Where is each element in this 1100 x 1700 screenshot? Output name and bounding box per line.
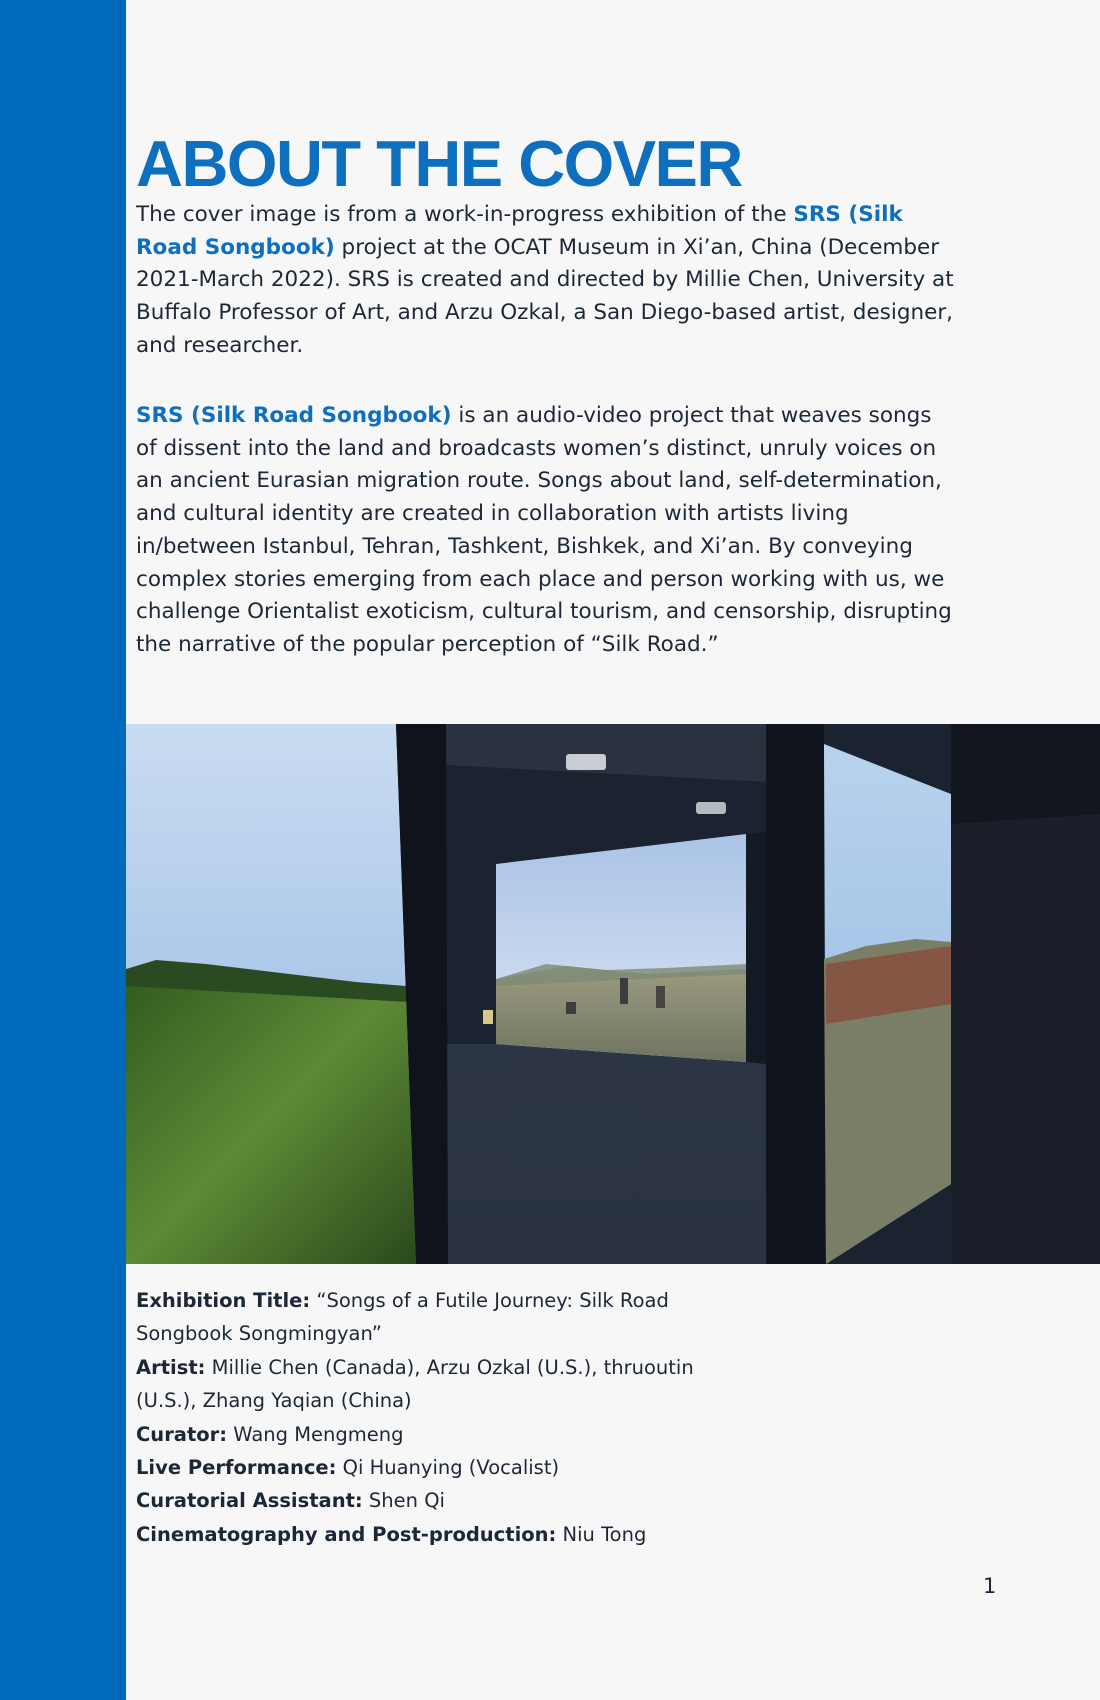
credit-curatorial-assistant bbox=[136, 1484, 736, 1517]
credit-label: Curator: bbox=[136, 1422, 228, 1446]
intro-p1-text-b: project at the OCAT Museum in Xi’an, China (December 2021-March 2022). SRS is created and directed by Millie Chen, University at Buffalo Professor of Art, and Arzu Ozkal, a San Diego-based artist, designer, and researcher. bbox=[136, 234, 954, 358]
srs-highlight-2: SRS (Silk Road Songbook) bbox=[136, 403, 452, 428]
credit-label: Exhibition Title: bbox=[136, 1289, 311, 1312]
credit-value: Millie Chen (Canada), Arzu Ozkal (U.S.), thruoutin (U.S.), Zhang Yaqian (China) bbox=[136, 1355, 694, 1413]
credit-live-performance bbox=[136, 1451, 736, 1484]
credit-exhibition-title bbox=[136, 1284, 736, 1351]
srs-highlight-1: SRS (Silk Road Songbook) bbox=[136, 202, 903, 260]
credit-value: Qi Huanying (Vocalist) bbox=[336, 1456, 560, 1480]
intro-paragraph-1 bbox=[136, 199, 956, 363]
credit-value: Niu Tong bbox=[556, 1522, 647, 1546]
credit-cinematography bbox=[136, 1518, 736, 1551]
intro-paragraph-2 bbox=[136, 400, 956, 662]
credit-label: Curatorial Assistant: bbox=[136, 1489, 363, 1513]
credit-artist bbox=[136, 1351, 736, 1418]
exhibition-photo bbox=[126, 724, 1100, 1264]
intro-p1-text-a: The cover image is from a work-in-progress exhibition of the bbox=[136, 202, 794, 227]
intro-p2-text: is an audio-video project that weaves songs of dissent into the land and broadcasts women’s distinct, unruly voices on an ancient Eurasian migration route. Songs about land, self-determination, and cultural identity are created in collaboration with artists living in/between Istanbul, Tehran, Tashkent, Bishkek, and Xi’an. By conveying complex stories emerging from each place and person working with us, we challenge Orientalist exoticism, cultural tourism, and censorship, disrupting the narrative of the popular perception of “Silk Road.” bbox=[136, 403, 952, 657]
credits bbox=[136, 1284, 736, 1551]
credit-value: Shen Qi bbox=[362, 1489, 445, 1513]
page-number: 1 bbox=[983, 1574, 997, 1598]
side-accent-bar bbox=[0, 0, 126, 1700]
credit-label: Artist: bbox=[136, 1355, 206, 1379]
credit-value: Wang Mengmeng bbox=[227, 1422, 404, 1446]
credit-label: Live Performance: bbox=[136, 1456, 337, 1480]
credit-label: Cinematography and Post-production: bbox=[136, 1522, 557, 1546]
credit-curator bbox=[136, 1418, 736, 1451]
credit-value: “Songs of a Futile Journey: Silk Road Songbook Songmingyan” bbox=[136, 1289, 669, 1346]
page-title: ABOUT THE COVER bbox=[136, 127, 742, 200]
